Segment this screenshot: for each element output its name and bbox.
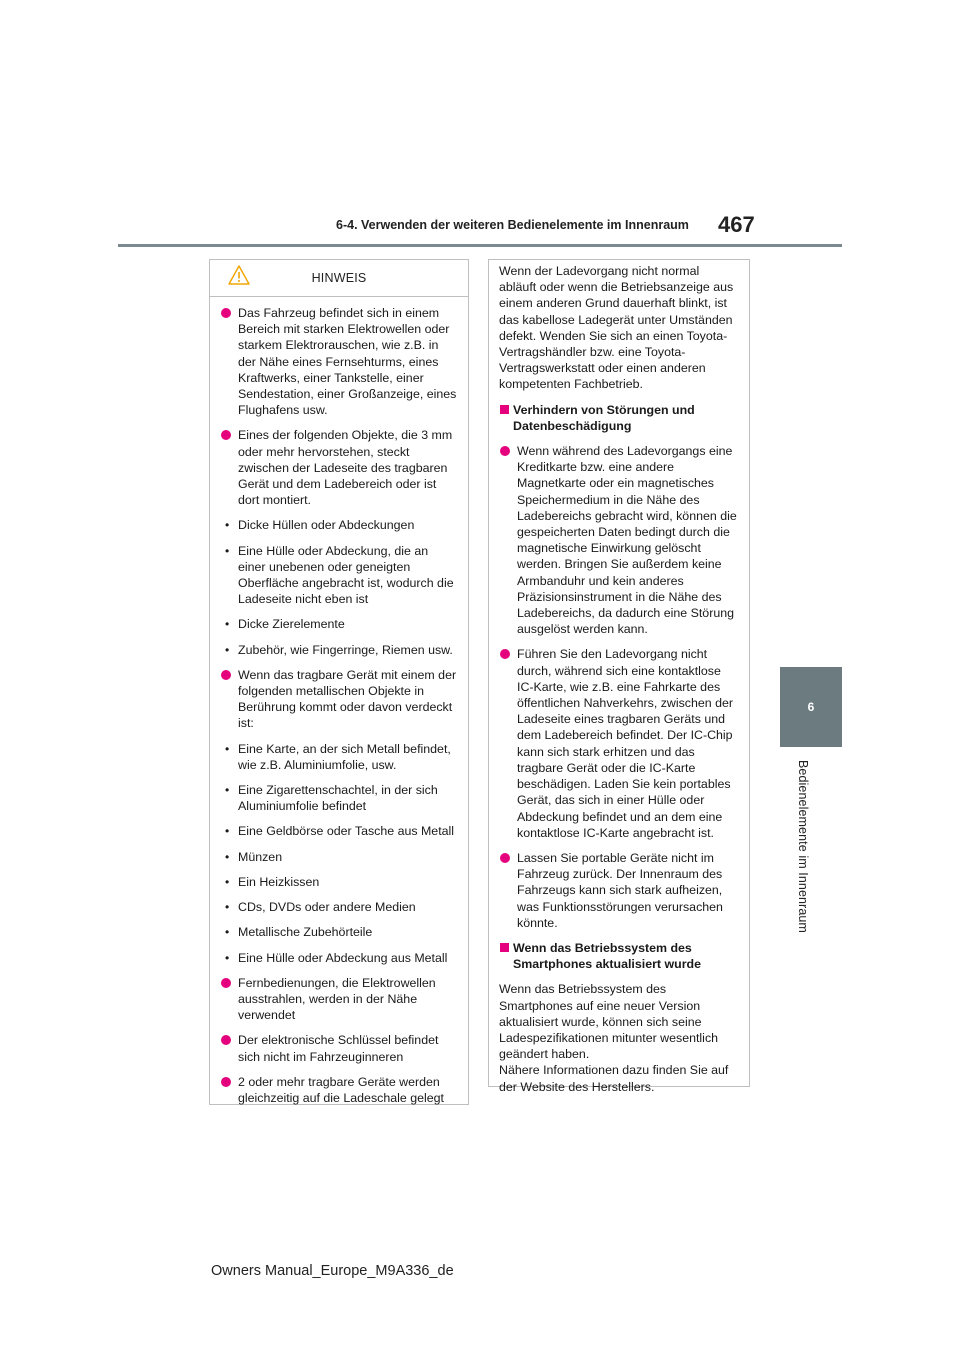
bullet-list-item bbox=[220, 823, 458, 839]
circle-bullet-icon bbox=[500, 649, 510, 659]
circle-list-item bbox=[220, 427, 458, 508]
item-text: Wenn das tragbare Gerät mit einem der folgenden metallischen Objekte in Berührung kommt oder davon verdeckt ist: bbox=[238, 667, 457, 731]
paragraph bbox=[499, 1062, 739, 1094]
dot-bullet-icon: • bbox=[225, 741, 230, 756]
item-text: Wenn das Betriebssystem des Smartphones auf eine neuer Version aktualisiert wurde, können sich seine Ladespezifikationen mitunter wesentlich geändert haben. bbox=[499, 982, 719, 1062]
dot-bullet-icon: • bbox=[225, 518, 230, 533]
dot-bullet-icon: • bbox=[225, 617, 230, 632]
bullet-list-item bbox=[220, 543, 458, 608]
item-text: Wenn der Ladevorgang nicht normal abläuft oder wenn die Betriebsanzeige aus einem anderen Grund dauerhaft blinkt, ist das kabellose Ladegerät unter Umständen defekt. Wenden Sie sich an einen Toyota-Vertragshändler bzw. eine Toyota-Vertragswerkstatt oder einen anderen kompetenten Fachbetrieb. bbox=[499, 264, 734, 392]
bullet-list-item bbox=[220, 616, 458, 632]
circle-bullet-icon bbox=[500, 853, 510, 863]
item-text: Eine Hülle oder Abdeckung aus Metall bbox=[238, 950, 448, 965]
dot-bullet-icon: • bbox=[225, 874, 230, 889]
bullet-list-item bbox=[220, 899, 458, 915]
warning-triangle-icon bbox=[228, 265, 250, 290]
dot-bullet-icon: • bbox=[225, 849, 230, 864]
paragraph bbox=[499, 981, 739, 1062]
item-text: Eines der folgenden Objekte, die 3 mm oder mehr hervorstehen, steckt zwischen der Ladeseite des tragbaren Gerät und dem Ladebereich oder ist dort montiert. bbox=[238, 428, 453, 508]
square-bullet-icon bbox=[500, 943, 509, 952]
chapter-tab: 6 bbox=[780, 667, 842, 747]
circle-bullet-icon bbox=[221, 978, 231, 988]
dot-bullet-icon: • bbox=[225, 900, 230, 915]
dot-bullet-icon: • bbox=[225, 783, 230, 798]
circle-list-item bbox=[499, 443, 739, 637]
dot-bullet-icon: • bbox=[225, 950, 230, 965]
notice-content bbox=[210, 305, 468, 1106]
item-text: Eine Geldbörse oder Tasche aus Metall bbox=[238, 824, 455, 839]
bullet-list-item bbox=[220, 782, 458, 814]
item-text: CDs, DVDs oder andere Medien bbox=[238, 900, 416, 915]
info-content bbox=[489, 263, 749, 1095]
circle-list-item bbox=[220, 975, 458, 1024]
item-text: Führen Sie den Ladevorgang nicht durch, während sich eine kontaktlose IC-Karte, wie z.B. eine Fahrkarte des öffentlichen Nahverkehrs, zwischen der Ladeseite eines tragbaren Geräts und dem Ladebereich befindet. Der IC-Chip kann sich stark erhitzen und das tragbare Gerät oder die IC-Karte beschädigen. Laden Sie kein portables Gerät, das sich in einer Hülle oder Abdeckung befindet und an dem eine kontaktlose IC-Karte angebracht ist. bbox=[517, 647, 734, 840]
item-text: Eine Zigarettenschachtel, in der sich Aluminiumfolie befindet bbox=[238, 783, 438, 814]
circle-bullet-icon bbox=[221, 1077, 231, 1087]
item-text: Nähere Informationen dazu finden Sie auf der Website des Herstellers. bbox=[499, 1063, 729, 1094]
dot-bullet-icon: • bbox=[225, 642, 230, 657]
circle-bullet-icon bbox=[221, 670, 231, 680]
page-number: 467 bbox=[718, 212, 755, 237]
subheading bbox=[499, 940, 739, 972]
subheading bbox=[499, 402, 739, 434]
circle-bullet-icon bbox=[221, 430, 231, 440]
notice-box bbox=[209, 259, 469, 1105]
bullet-list-item bbox=[220, 950, 458, 966]
item-text: Der elektronische Schlüssel befindet sich nicht im Fahrzeuginneren bbox=[238, 1033, 439, 1064]
item-text: Lassen Sie portable Geräte nicht im Fahrzeug zurück. Der Innenraum des Fahrzeugs kann sich stark aufheizen, was Funktionsstörungen verursachen könnte. bbox=[517, 850, 723, 930]
bullet-list-item bbox=[220, 874, 458, 890]
bullet-list-item bbox=[220, 642, 458, 658]
circle-list-item bbox=[220, 1032, 458, 1064]
bullet-list-item bbox=[220, 741, 458, 773]
square-bullet-icon bbox=[500, 405, 509, 414]
chapter-side-title: Bedienelemente im Innenraum bbox=[796, 760, 810, 933]
paragraph bbox=[499, 263, 739, 393]
bullet-list-item bbox=[220, 849, 458, 865]
item-text: Zubehör, wie Fingerringe, Riemen usw. bbox=[238, 642, 453, 657]
section-title: 6-4. Verwenden der weiteren Bedienelemente im Innenraum bbox=[336, 218, 689, 232]
item-text: Verhindern von Störungen und Datenbeschädigung bbox=[513, 402, 695, 433]
item-text: Eine Hülle oder Abdeckung, die an einer unebenen oder geneigten Oberfläche angebracht ist, wodurch die Ladeseite nicht eben ist bbox=[238, 543, 454, 607]
item-text: 2 oder mehr tragbare Geräte werden gleichzeitig auf die Ladeschale gelegt bbox=[238, 1074, 444, 1105]
item-text: Dicke Hüllen oder Abdeckungen bbox=[238, 518, 415, 533]
item-text: Wenn das Betriebssystem des Smartphones aktualisiert wurde bbox=[513, 940, 701, 972]
circle-list-item bbox=[499, 850, 739, 931]
circle-bullet-icon bbox=[500, 446, 510, 456]
item-text: Münzen bbox=[238, 849, 283, 864]
notice-label: HINWEIS bbox=[311, 271, 367, 285]
circle-bullet-icon bbox=[221, 308, 231, 318]
circle-list-item bbox=[220, 1074, 458, 1106]
bullet-list-item bbox=[220, 924, 458, 940]
notice-header bbox=[210, 260, 468, 297]
header-divider bbox=[118, 244, 842, 247]
item-text: Wenn während des Ladevorgangs eine Kreditkarte bzw. eine andere Magnetkarte oder ein magnetisches Speichermedium in die Nähe des Ladebereichs gebracht wird, können die gespeicherten Daten bedingt durch die magnetische Einwirkung gelöscht werden. Bringen Sie außerdem keine Armbanduhr und kein anderes Präzisionsinstrument in die Nähe des Ladebereichs, da dadurch eine Störung ausgelöst werden kann. bbox=[517, 444, 737, 637]
circle-list-item bbox=[220, 667, 458, 732]
circle-bullet-icon bbox=[221, 1035, 231, 1045]
dot-bullet-icon: • bbox=[225, 925, 230, 940]
dot-bullet-icon: • bbox=[225, 824, 230, 839]
item-text: Das Fahrzeug befindet sich in einem Bereich mit starken Elektrowellen oder starkem Elektrorauschen, wie z.B. in der Nähe eines Fernsehturms, eines Kraftwerks, einer Tankstelle, einer Sendestation, einer Großanzeige, eines Flughafens usw. bbox=[238, 306, 457, 418]
dot-bullet-icon: • bbox=[225, 543, 230, 558]
item-text: Ein Heizkissen bbox=[238, 874, 320, 889]
item-text: Eine Karte, an der sich Metall befindet, wie z.B. Aluminiumfolie, usw. bbox=[238, 741, 451, 772]
bullet-list-item bbox=[220, 517, 458, 533]
item-text: Metallische Zubehörteile bbox=[238, 925, 373, 940]
item-text: Fernbedienungen, die Elektrowellen ausstrahlen, werden in der Nähe verwendet bbox=[238, 975, 436, 1023]
document-id: Owners Manual_Europe_M9A336_de bbox=[211, 1263, 454, 1279]
item-text: Dicke Zierelemente bbox=[238, 617, 345, 632]
circle-list-item bbox=[220, 305, 458, 418]
circle-list-item bbox=[499, 646, 739, 840]
info-box bbox=[488, 259, 750, 1094]
